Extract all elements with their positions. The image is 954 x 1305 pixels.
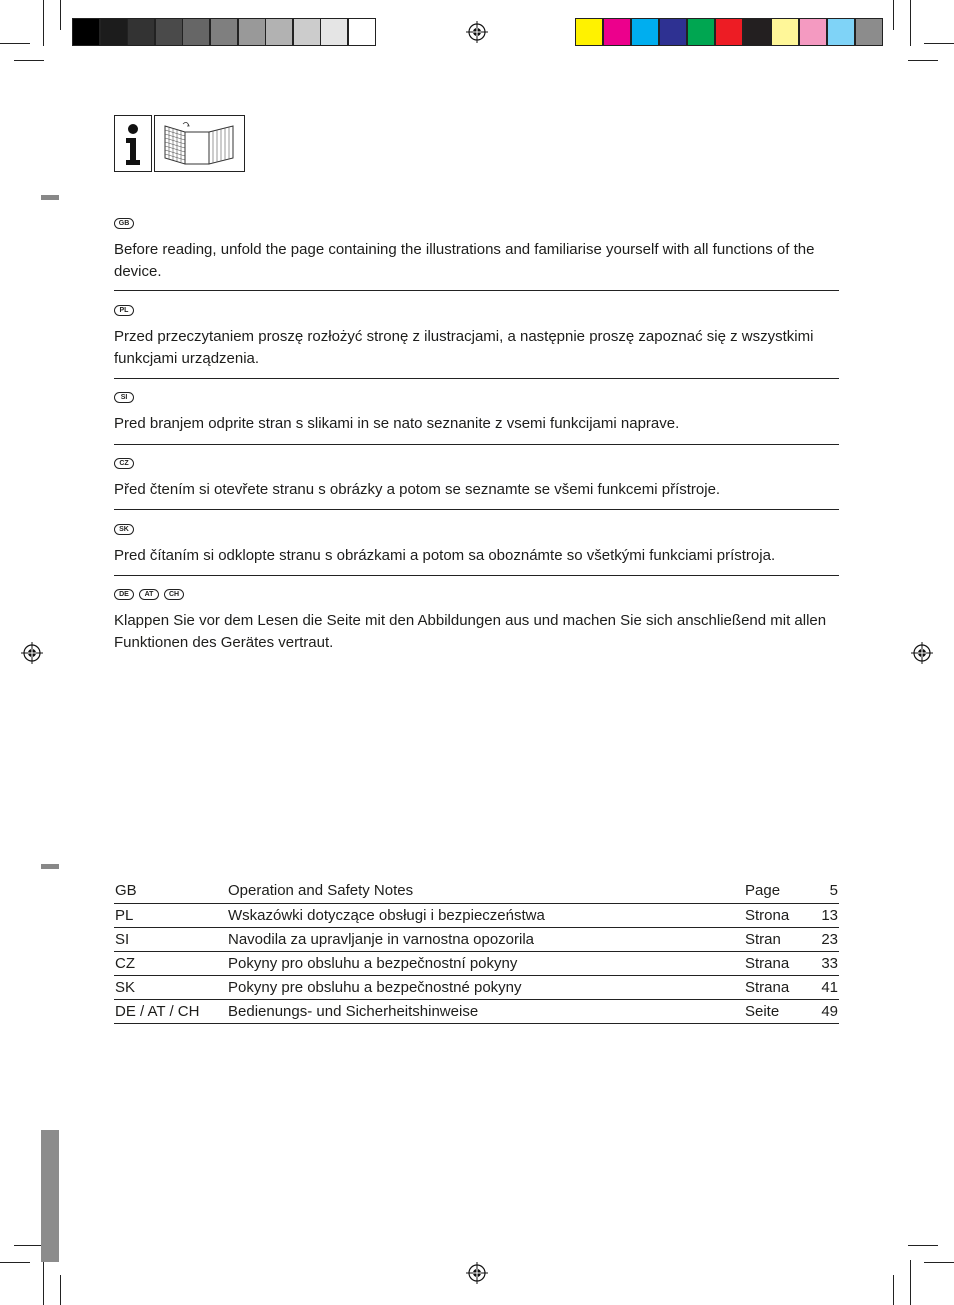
toc-title: Operation and Safety Notes <box>227 879 744 903</box>
toc-language-code: CZ <box>114 951 227 975</box>
toc-page-number: 13 <box>806 903 839 927</box>
language-badge: AT <box>139 589 159 600</box>
section-divider <box>114 575 839 576</box>
color-swatch <box>238 18 266 46</box>
toc-page-label: Stran <box>744 927 806 951</box>
section-divider <box>114 378 839 379</box>
language-badge: CZ <box>114 458 134 469</box>
toc-title: Navodila za upravljanje in varnostna opozorila <box>227 927 744 951</box>
language-badge: DE <box>114 589 134 600</box>
toc-title: Pokyny pre obsluhu a bezpečnostné pokyny <box>227 975 744 999</box>
toc-title: Wskazówki dotyczące obsługi i bezpieczeństwa <box>227 903 744 927</box>
color-swatch <box>293 18 321 46</box>
language-badge: SK <box>114 524 134 535</box>
instruction-text: Pred branjem odprite stran s slikami in se nato seznanite z vsemi funkcijami naprave. <box>114 415 680 432</box>
language-badges <box>114 218 839 236</box>
registration-mark-icon <box>21 642 43 664</box>
instruction-text: Przed przeczytaniem proszę rozłożyć stronę z ilustracjami, a następnie proszę zapoznać się z wszystkimi funkcjami urządzenia. <box>114 328 814 367</box>
language-badge: CH <box>164 589 184 600</box>
toc-page-number: 33 <box>806 951 839 975</box>
instruction-text: Before reading, unfold the page containing the illustrations and familiarise yourself with all functions of the device. <box>114 241 815 280</box>
color-swatch <box>127 18 155 46</box>
table-of-contents <box>114 879 839 1024</box>
margin-mark <box>41 195 59 200</box>
instruction-text: Pred čítaním si odklopte stranu s obrázkami a potom sa oboznámte so všetkými funkciami prístroja. <box>114 547 776 564</box>
color-swatch <box>182 18 210 46</box>
registration-mark-icon <box>466 21 488 43</box>
toc-page-number: 5 <box>806 879 839 903</box>
language-badge: PL <box>114 305 134 316</box>
instruction-section <box>114 589 839 654</box>
section-divider <box>114 444 839 445</box>
instruction-section <box>114 458 839 501</box>
language-badge: SI <box>114 392 134 403</box>
toc-language-code: PL <box>114 903 227 927</box>
toc-page-number: 49 <box>806 999 839 1023</box>
color-swatch <box>100 18 128 46</box>
toc-row[interactable] <box>114 903 839 927</box>
color-swatch <box>827 18 855 46</box>
instruction-text: Klappen Sie vor dem Lesen die Seite mit den Abbildungen aus und machen Sie sich anschließend mit allen Funktionen des Gerätes vertraut. <box>114 612 827 651</box>
toc-row[interactable] <box>114 927 839 951</box>
toc-title: Pokyny pro obsluhu a bezpečnostní pokyny <box>227 951 744 975</box>
section-divider <box>114 290 839 291</box>
color-swatch <box>659 18 687 46</box>
color-swatch <box>575 18 603 46</box>
toc-title: Bedienungs- und Sicherheitshinweise <box>227 999 744 1023</box>
info-icon <box>114 115 152 172</box>
margin-mark <box>41 864 59 869</box>
color-swatch <box>855 18 883 46</box>
instruction-section <box>114 392 839 435</box>
toc-page-label: Strana <box>744 951 806 975</box>
toc-language-code: DE / AT / CH <box>114 999 227 1023</box>
toc-page-number: 23 <box>806 927 839 951</box>
toc-page-label: Strona <box>744 903 806 927</box>
language-badges <box>114 589 839 607</box>
toc-page-label: Strana <box>744 975 806 999</box>
instruction-section <box>114 305 839 370</box>
thumb-index-bar <box>41 1130 59 1262</box>
registration-mark-icon <box>466 1262 488 1284</box>
toc-row[interactable] <box>114 999 839 1023</box>
instruction-section <box>114 218 839 283</box>
color-swatch <box>715 18 743 46</box>
language-badges <box>114 305 839 323</box>
color-swatch <box>799 18 827 46</box>
color-swatch <box>72 18 100 46</box>
section-divider <box>114 509 839 510</box>
registration-mark-icon <box>911 642 933 664</box>
instruction-text: Před čtením si otevřete stranu s obrázky a potom se seznamte se všemi funkcemi přístroje. <box>114 481 721 498</box>
toc-row[interactable] <box>114 879 839 903</box>
toc-page-label: Page <box>744 879 806 903</box>
language-badges <box>114 392 839 410</box>
language-badges <box>114 524 839 542</box>
color-swatch <box>687 18 715 46</box>
instruction-section <box>114 524 839 567</box>
color-swatch <box>155 18 183 46</box>
toc-page-label: Seite <box>744 999 806 1023</box>
toc-language-code: SI <box>114 927 227 951</box>
toc-row[interactable] <box>114 975 839 999</box>
color-swatch <box>603 18 631 46</box>
color-swatch <box>210 18 238 46</box>
language-badge: GB <box>114 218 134 229</box>
color-swatch <box>320 18 348 46</box>
toc-language-code: SK <box>114 975 227 999</box>
unfold-page-icon <box>154 115 245 172</box>
language-badges <box>114 458 839 476</box>
color-swatch <box>348 18 376 46</box>
toc-page-number: 41 <box>806 975 839 999</box>
toc-language-code: GB <box>114 879 227 903</box>
color-swatch <box>743 18 771 46</box>
color-swatch <box>265 18 293 46</box>
color-swatch <box>631 18 659 46</box>
color-swatch <box>771 18 799 46</box>
toc-row[interactable] <box>114 951 839 975</box>
